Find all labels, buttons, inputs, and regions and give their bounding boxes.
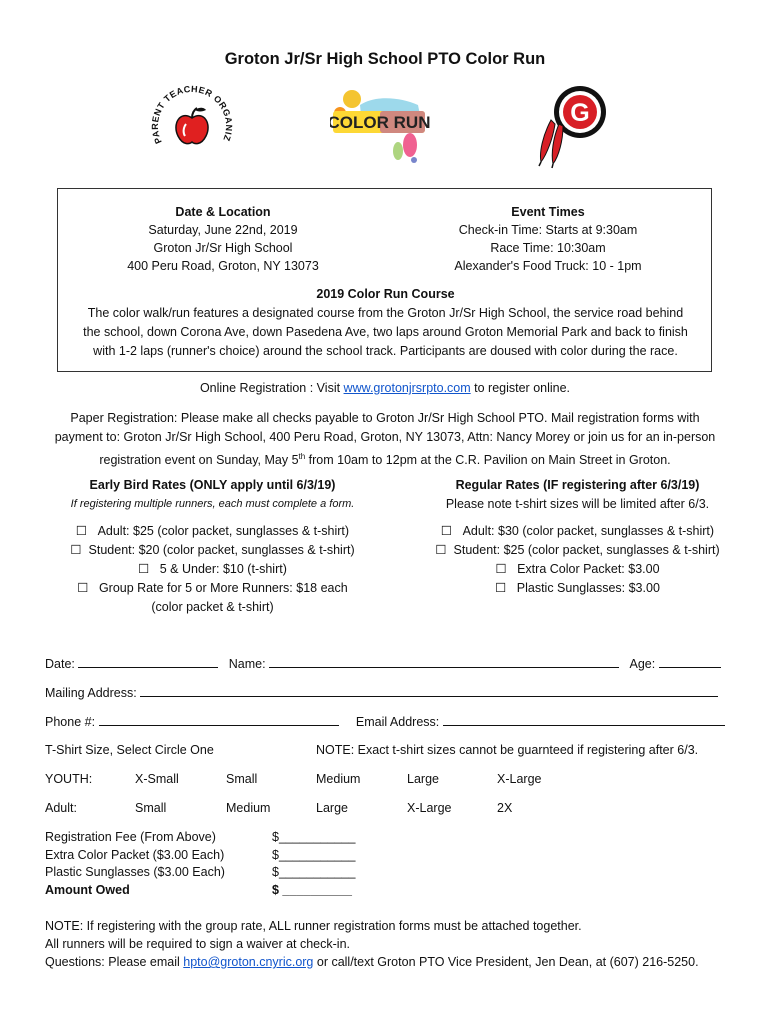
early-bird-option-label: Adult: $25 (color packet, sunglasses & t-shirt)	[97, 524, 350, 538]
early-bird-note: If registering multiple runners, each must complete a form.	[70, 498, 355, 510]
amount-owed-label: Amount Owed	[45, 882, 130, 897]
sunglasses-field[interactable]: $___________	[272, 865, 356, 879]
regular-option[interactable]	[405, 579, 750, 598]
checkbox-icon[interactable]: ☐	[75, 524, 88, 538]
regular-title: Regular Rates (IF registering after 6/3/19)	[455, 478, 700, 492]
early-bird-option[interactable]	[40, 579, 385, 598]
regular-rates	[405, 476, 750, 598]
paper-line-3-sup: th	[298, 452, 306, 461]
regular-option-label: Adult: $30 (color packet, sunglasses & t-shirt)	[462, 524, 715, 538]
tshirt-header-row	[45, 743, 745, 761]
color-run-text: COLOR RUN	[330, 113, 430, 132]
food-truck-time: Alexander's Food Truck: 10 - 1pm	[454, 259, 642, 273]
event-address: 400 Peru Road, Groton, NY 13073	[127, 259, 319, 273]
event-info-box	[57, 188, 712, 372]
checkbox-icon[interactable]: ☐	[495, 581, 507, 595]
early-bird-option-label: Group Rate for 5 or More Runners: $18 each	[98, 581, 348, 595]
date-name-age-row	[45, 656, 721, 671]
mailing-row	[45, 685, 718, 700]
early-bird-option-label: 5 & Under: $10 (t-shirt)	[159, 562, 287, 576]
size-option[interactable]: 2X	[497, 801, 513, 815]
tshirt-label: T-Shirt Size, Select Circle One	[45, 743, 214, 757]
youth-sizes-row	[45, 772, 745, 790]
checkbox-icon[interactable]: ☐	[495, 562, 507, 576]
online-suffix: to register online.	[470, 381, 571, 395]
contact-email-link[interactable]: hpto@groton.cnyric.org	[183, 955, 314, 969]
date-label: Date:	[45, 657, 79, 671]
date-location-heading: Date & Location	[175, 205, 271, 219]
adult-label: Adult:	[45, 801, 77, 815]
fee-labels	[45, 829, 225, 899]
mailing-address-field[interactable]	[140, 685, 718, 697]
adult-sizes-row	[45, 801, 745, 819]
early-bird-option[interactable]	[40, 560, 385, 579]
course-heading: 2019 Color Run Course	[316, 287, 455, 301]
fee-amounts	[272, 829, 355, 899]
paper-line-2: payment to: Groton Jr/Sr High School, 400 Peru Road, Groton, NY 13073, Attn: Nancy Morey or join us for an in-person	[54, 430, 716, 444]
paper-line-3b: from 10am to 12pm at the C.R. Pavilion on Main Street in Groton.	[305, 453, 671, 468]
checkbox-icon[interactable]: ☐	[435, 543, 447, 557]
regular-option[interactable]	[405, 522, 750, 541]
note-line-2: All runners will be required to sign a waiver at check-in.	[45, 937, 350, 951]
size-option[interactable]: Medium	[226, 801, 271, 815]
course-line-3: with 1-2 laps (runner's choice) around the school track. Participants are doused with color during the race.	[93, 344, 678, 358]
email-label: Email Address:	[355, 715, 443, 729]
note-line-3-suffix: or call/text Groton PTO Vice President, Jen Dean, at (607) 216-5250.	[313, 955, 699, 969]
group-rate-continuation: (color packet & t-shirt)	[151, 600, 274, 614]
age-field[interactable]	[659, 656, 721, 668]
event-venue: Groton Jr/Sr High School	[153, 241, 293, 255]
size-option[interactable]: Large	[316, 801, 348, 815]
size-option[interactable]: X-Large	[497, 772, 542, 786]
checkin-time: Check-in Time: Starts at 9:30am	[458, 223, 638, 237]
course-line-2: the school, down Corona Ave, down Pasedena Ave, two laps around Groton Memorial Park and back to finish	[83, 325, 688, 339]
event-date: Saturday, June 22nd, 2019	[148, 223, 298, 237]
note-line-1: NOTE: If registering with the group rate, ALL runner registration forms must be attached together.	[45, 919, 582, 933]
size-option[interactable]: Medium	[316, 772, 361, 786]
phone-label: Phone #:	[45, 715, 99, 729]
name-label: Name:	[228, 657, 270, 671]
sunglasses-label: Plastic Sunglasses ($3.00 Each)	[45, 865, 225, 879]
size-option[interactable]: Small	[135, 801, 167, 815]
size-option[interactable]: Small	[226, 772, 258, 786]
course-line-1: The color walk/run features a designated course from the Groton Jr/Sr High School, the service road behind	[87, 306, 684, 320]
checkbox-icon[interactable]: ☐	[440, 524, 453, 538]
school-g-logo	[533, 80, 613, 170]
paper-registration	[40, 409, 730, 470]
early-bird-option-label: Student: $20 (color packet, sunglasses & t-shirt)	[88, 543, 355, 557]
age-label: Age:	[629, 657, 659, 671]
amount-owed-field[interactable]: $ __________	[272, 882, 352, 897]
early-bird-title: Early Bird Rates (ONLY apply until 6/3/19)	[89, 478, 336, 492]
race-time: Race Time: 10:30am	[490, 241, 606, 255]
phone-field[interactable]	[99, 714, 339, 726]
regular-option-label: Extra Color Packet: $3.00	[517, 562, 660, 576]
regular-option[interactable]	[405, 560, 750, 579]
note-line-3	[45, 953, 699, 971]
extra-color-label: Extra Color Packet ($3.00 Each)	[45, 847, 225, 862]
color-run-logo	[330, 85, 430, 165]
size-option[interactable]: X-Small	[135, 772, 179, 786]
online-prefix: Online Registration : Visit	[199, 381, 344, 395]
checkbox-icon[interactable]: ☐	[138, 562, 150, 576]
tshirt-note: NOTE: Exact t-shirt sizes cannot be guarnteed if registering after 6/3.	[316, 743, 699, 757]
extra-color-field[interactable]: $___________	[272, 847, 356, 862]
pto-logo	[150, 80, 235, 165]
registration-fee-field[interactable]: $___________	[272, 830, 356, 844]
page-title: Groton Jr/Sr High School PTO Color Run	[224, 50, 546, 68]
size-option[interactable]: Large	[407, 772, 439, 786]
online-registration	[0, 381, 770, 395]
pto-logo-text: PARENT TEACHER ORGANIZ	[150, 83, 235, 146]
regular-option-label: Plastic Sunglasses: $3.00	[516, 581, 660, 595]
name-field[interactable]	[269, 656, 619, 668]
paper-line-3	[40, 447, 730, 470]
phone-email-row	[45, 714, 725, 729]
early-bird-option[interactable]	[40, 541, 385, 560]
school-letter: G	[570, 99, 590, 127]
email-field[interactable]	[443, 714, 725, 726]
registration-fee-label: Registration Fee (From Above)	[45, 830, 216, 844]
note-line-3-prefix: Questions: Please email	[45, 955, 184, 969]
course-section	[68, 285, 703, 361]
checkbox-icon[interactable]: ☐	[70, 543, 82, 557]
date-field[interactable]	[78, 656, 218, 668]
size-option[interactable]: X-Large	[407, 801, 452, 815]
mailing-label: Mailing Address:	[45, 686, 141, 700]
checkbox-icon[interactable]: ☐	[77, 581, 89, 595]
notes-section	[45, 917, 699, 971]
logos-row	[0, 80, 770, 180]
early-bird-option[interactable]	[40, 522, 385, 541]
event-times-section	[438, 203, 658, 275]
paper-line-1: Paper Registration: Please make all checks payable to Groton Jr/Sr High School PTO. Mail registration forms with	[70, 411, 700, 425]
regular-option[interactable]	[405, 541, 750, 560]
early-bird-rates	[40, 476, 385, 617]
event-times-heading: Event Times	[511, 205, 585, 219]
date-location-section	[118, 203, 328, 275]
youth-label: YOUTH:	[45, 772, 93, 786]
regular-note: Please note t-shirt sizes will be limited after 6/3.	[445, 497, 710, 511]
registration-link[interactable]: www.grotonjrsrpto.com	[343, 381, 471, 395]
paper-line-3a: registration event on Sunday, May 5	[99, 453, 299, 468]
regular-option-label: Student: $25 (color packet, sunglasses & t-shirt)	[453, 543, 720, 557]
